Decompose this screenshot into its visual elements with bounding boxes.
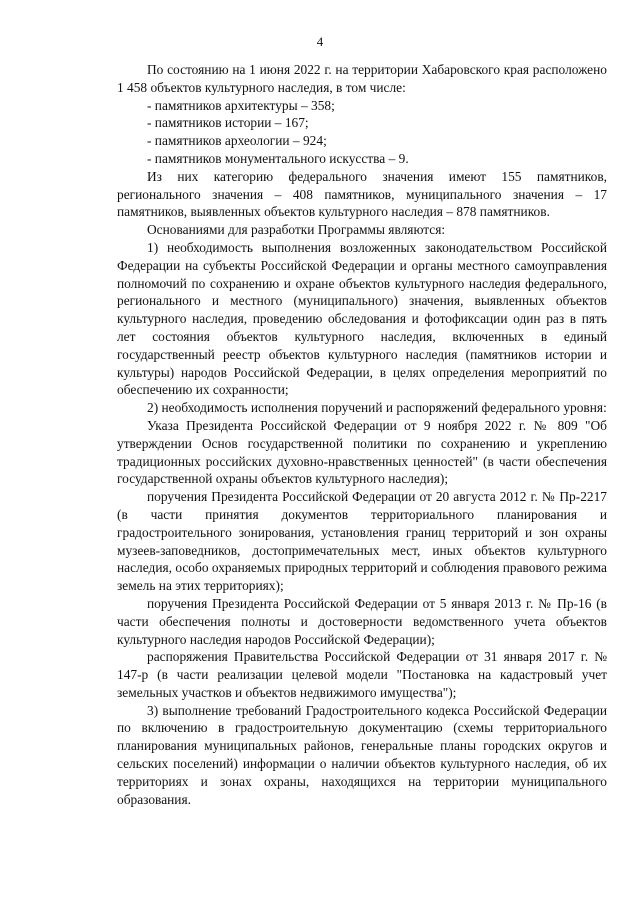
paragraph-presidential-decree: Указа Президента Российской Федерации от 9 ноября 2022 г. № 809 "Об утверждении Основ государственной политики по сохранению и укреплению традиционных российских духовно-нравственных ценностей" (в части обеспечения государственной охраны объектов культурного наследия); [117, 417, 607, 487]
list-item: - памятников археологии – 924; [147, 133, 327, 149]
paragraph-ground-3: 3) выполнение требований Градостроительного кодекса Российской Федерации по включению в градостроительную документацию (схемы территориального планирования муниципальных районов, генеральные планы городских округов и сельских поселений) информации о наличии объектов культурного наследия, об их территориях и зонах охраны, находящихся на территории муниципального образования. [117, 702, 607, 807]
paragraph-significance-categories: Из них категорию федерального значения имеют 155 памятников, регионального значения – 408 памятников, муниципального значения – 17 памятников, выявленных объектов культурного наследия – 878 памятников. [117, 168, 607, 220]
list-item: - памятников монументального искусства – 9. [147, 150, 409, 166]
page-number: 4 [316, 34, 324, 49]
paragraph-government-order-2017: распоряжения Правительства Российской Федерации от 31 января 2017 г. № 147-р (в части реализации целевой модели "Постановка на кадастровый учет земельных участков и объектов недвижимого имущества"); [117, 649, 607, 700]
paragraph-program-grounds: Основаниями для разработки Программы являются: [147, 222, 446, 238]
list-item: - памятников архитектуры – 358; [147, 97, 335, 113]
document-body [117, 61, 607, 808]
paragraph-ground-2: 2) необходимость исполнения поручений и распоряжений федерального уровня: [147, 400, 607, 416]
paragraph-monument-count: По состоянию на 1 июня 2022 г. на территории Хабаровского края расположено 1 458 объектов культурного наследия, в том числе: [117, 62, 607, 95]
monument-category-list [117, 97, 607, 168]
list-item: - памятников истории – 167; [147, 115, 309, 131]
paragraph-instruction-2013: поручения Президента Российской Федерации от 5 января 2013 г. № Пр-16 (в части обеспечения полноты и достоверности ведомственного учета объектов культурного наследия народов Российской Федерации); [117, 595, 607, 647]
paragraph-instruction-2012: поручения Президента Российской Федерации от 20 августа 2012 г. № Пр-2217 (в части принятия документов территориального планирования и градостроительного зонирования, установления границ территорий и зон охраны музеев-заповедников, достопримечательных мест, иных объектов культурного наследия, особо охраняемых природных территорий и соблюдения правового режима земель на этих территориях); [117, 489, 607, 594]
paragraph-ground-1: 1) необходимость выполнения возложенных законодательством Российской Федерации на субъекты Российской Федерации и органы местного самоуправления полномочий по сохранению и охране объектов культурного наследия федерального, регионального и местного (муниципального) значения, выявленных объектов культурного наследия, проведению обследования и фотофиксации один раз в пять лет состояния объектов культурного наследия, включенных в единый государственный реестр объектов культурного наследия (памятников истории и культуры) народов Российской Федерации, в целях определения мероприятий по обеспечению их сохранности; [117, 239, 607, 398]
